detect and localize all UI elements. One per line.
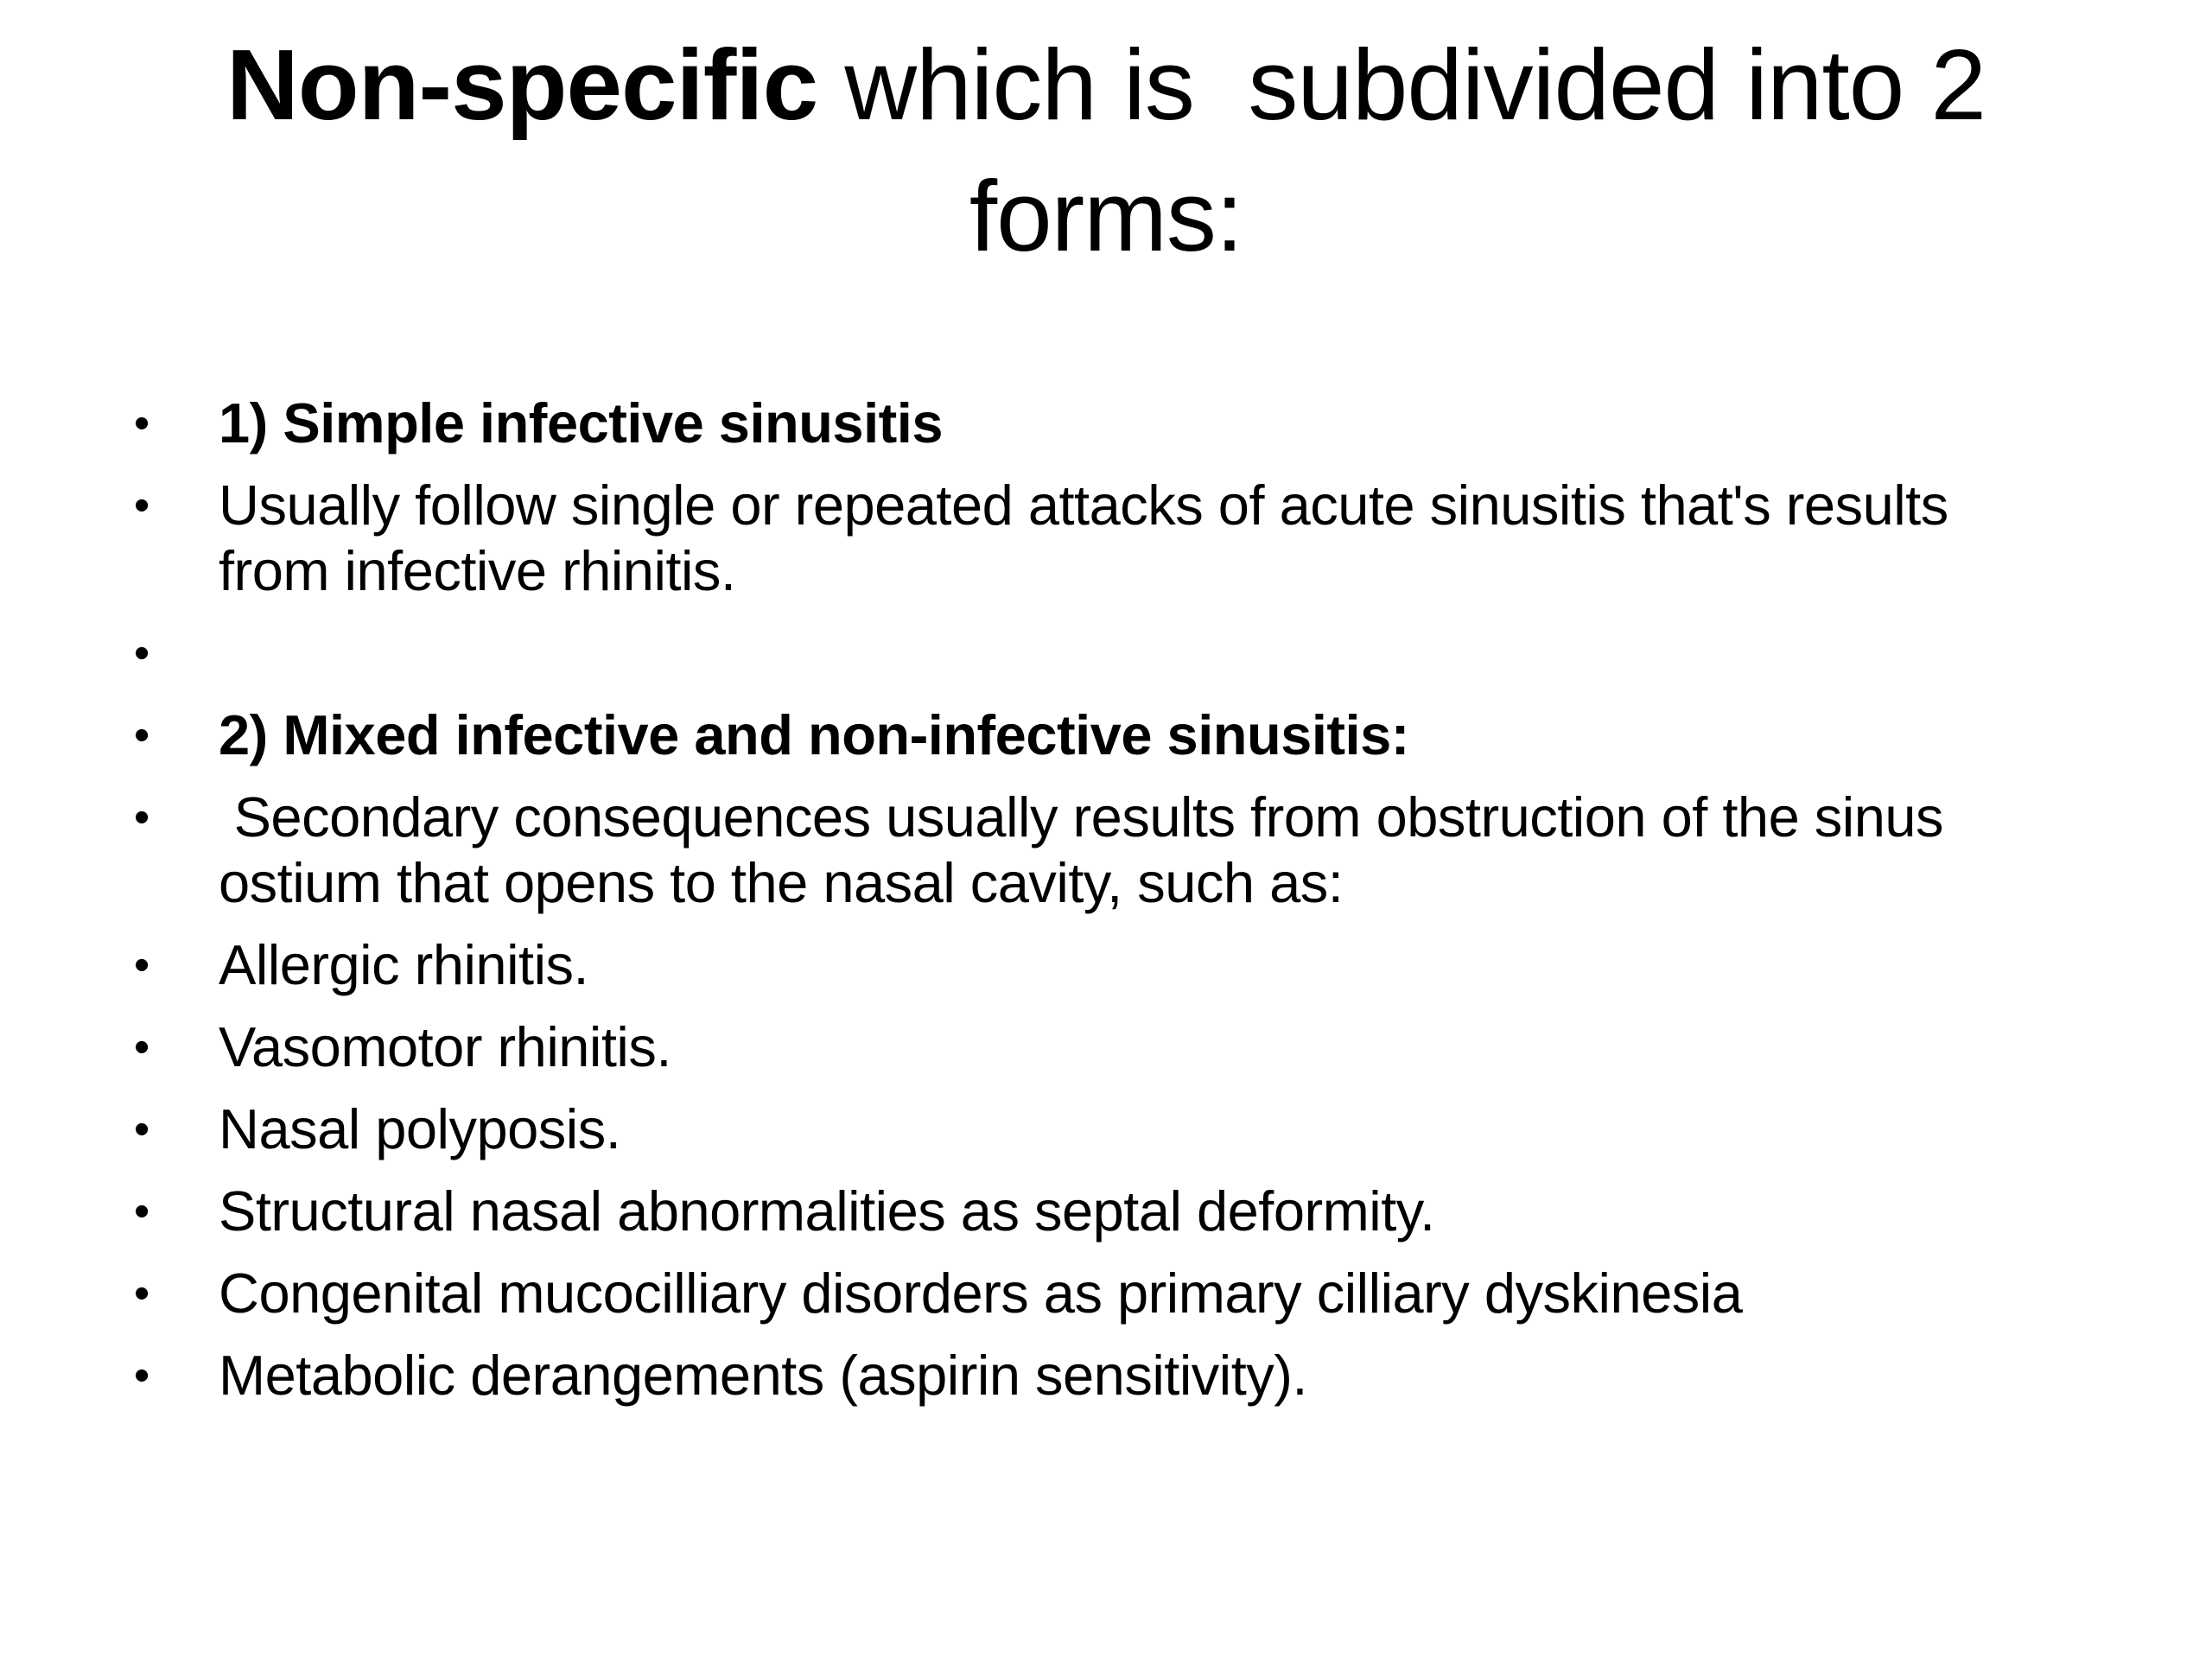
bullet-text: Allergic rhinitis. xyxy=(219,933,589,996)
list-item xyxy=(0,1179,2212,1244)
slide-title xyxy=(138,19,2074,282)
bullet-icon: • xyxy=(134,1022,149,1072)
list-item xyxy=(0,1343,2212,1408)
bullet-icon: • xyxy=(134,1104,149,1154)
list-item xyxy=(0,1261,2212,1326)
bullet-text: Structural nasal abnormalities as septal deformity. xyxy=(219,1179,1435,1243)
bullet-icon: • xyxy=(134,628,149,678)
bullet-text: Usually follow single or repeated attacks of acute sinusitis that's results from infective rhinitis. xyxy=(219,474,1948,602)
bullet-icon: • xyxy=(134,1268,149,1319)
list-item xyxy=(0,932,2212,998)
bullet-icon: • xyxy=(134,940,149,990)
list-item xyxy=(0,785,2212,916)
bullet-text: Nasal polyposis. xyxy=(219,1097,621,1160)
slide-title-rest: which is subdivided into 2 forms: xyxy=(817,29,2013,272)
list-item xyxy=(0,620,2212,686)
bullet-list xyxy=(0,391,2212,1425)
bullet-text: Secondary consequences usually results from obstruction of the sinus ostium that opens to the nasal cavity, such as: xyxy=(219,785,1959,914)
bullet-icon: • xyxy=(134,710,149,760)
bullet-icon: • xyxy=(134,1186,149,1236)
slide-title-bold: Non-specific xyxy=(226,29,818,141)
bullet-text: Metabolic derangements (aspirin sensitivity). xyxy=(219,1344,1307,1407)
bullet-icon: • xyxy=(134,1351,149,1401)
list-item xyxy=(0,473,2212,604)
bullet-text: 2) Mixed infective and non-infective sinusitis: xyxy=(219,703,1409,766)
bullet-icon: • xyxy=(134,792,149,842)
list-item xyxy=(0,1014,2212,1080)
bullet-text: 1) Simple infective sinusitis xyxy=(219,391,943,454)
bullet-text: Congenital mucocilliary disorders as primary cilliary dyskinesia xyxy=(219,1262,1743,1325)
list-item xyxy=(0,1096,2212,1162)
list-item xyxy=(0,391,2212,456)
list-item xyxy=(0,702,2212,768)
bullet-icon: • xyxy=(134,480,149,531)
bullet-icon: • xyxy=(134,398,149,448)
bullet-text: Vasomotor rhinitis. xyxy=(219,1015,671,1078)
